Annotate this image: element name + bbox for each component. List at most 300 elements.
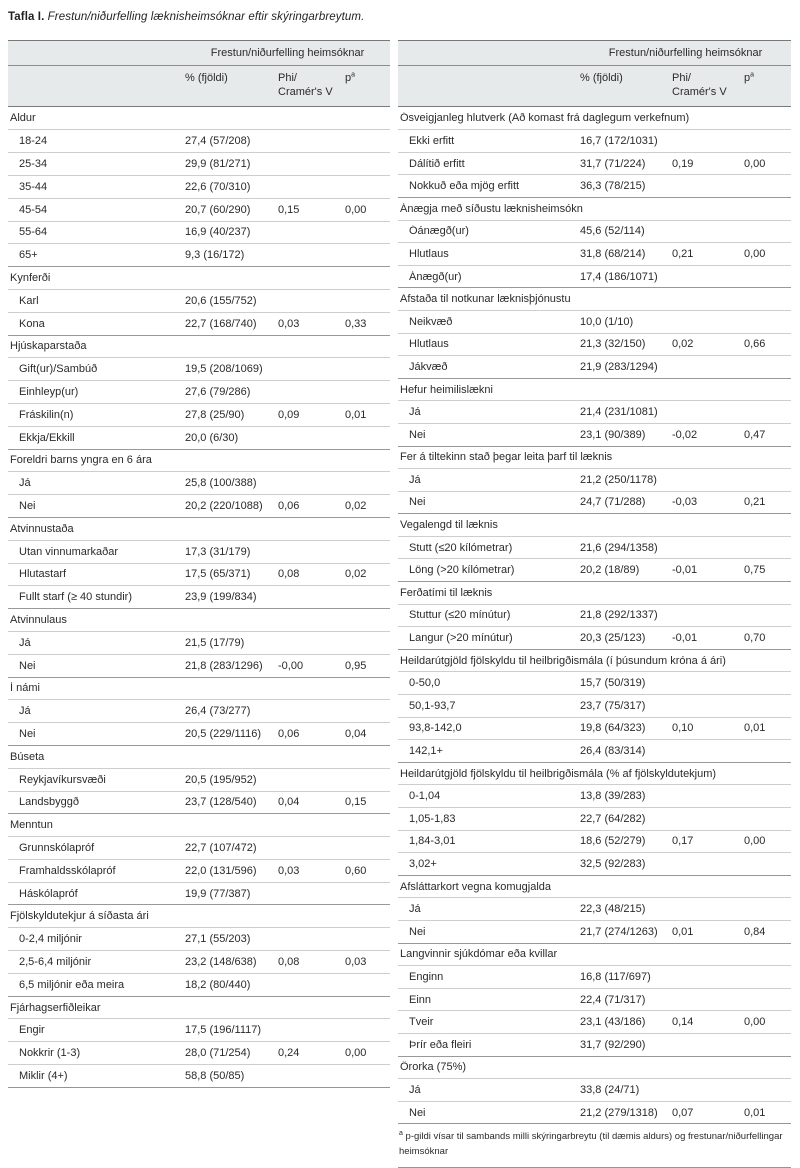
- table-row: [8, 973, 390, 996]
- table-title-number: Tafla I.: [8, 11, 45, 23]
- table-row: [8, 471, 390, 494]
- table-footnote: [398, 1124, 791, 1167]
- row-label: Hlutlaus: [409, 338, 449, 351]
- column-header-percent: % (fjöldi): [580, 72, 623, 84]
- cell-percent-count: 21,2 (279/1318): [580, 1106, 658, 1119]
- cell-p-value: 0,00: [744, 1016, 766, 1029]
- row-label: 142,1+: [409, 745, 443, 758]
- table-row: [398, 468, 791, 491]
- cell-p-value: 0,66: [744, 338, 766, 351]
- table-row: [398, 220, 791, 243]
- cell-p-value: 0,03: [345, 955, 367, 968]
- cell-percent-count: 18,2 (80/440): [185, 978, 251, 991]
- row-label: 18-24: [19, 135, 48, 148]
- cell-percent-count: 19,8 (64/323): [580, 722, 646, 735]
- table-row: [8, 1018, 390, 1041]
- cell-percent-count: 33,8 (24/71): [580, 1083, 640, 1096]
- row-label: Já: [409, 406, 421, 419]
- row-label: Fullt starf (≥ 40 stundir): [19, 591, 133, 604]
- table-row: [398, 965, 791, 988]
- cell-percent-count: 22,7 (168/740): [185, 317, 257, 330]
- row-label: 45-54: [19, 203, 48, 216]
- row-label: Ekkja/Ekkill: [19, 431, 75, 444]
- cell-percent-count: 22,6 (70/310): [185, 180, 251, 193]
- table-left-panel: [8, 40, 390, 1088]
- cell-percent-count: 25,8 (100/388): [185, 477, 257, 490]
- group-header-label: Afstaða til notkunar læknisþjónustu: [400, 293, 571, 306]
- cell-percent-count: 17,3 (31/179): [185, 545, 251, 558]
- cell-phi-cramers-v: 0,19: [672, 157, 694, 170]
- group-header-label: Fer á tiltekinn stað þegar leita þarf til læknis: [400, 451, 613, 464]
- cell-percent-count: 22,0 (131/596): [185, 864, 257, 877]
- table-row: [8, 1064, 390, 1087]
- table-row: [8, 654, 390, 677]
- cell-percent-count: 21,5 (17/79): [185, 636, 245, 649]
- row-label: Landsbyggð: [19, 796, 79, 809]
- row-label: Dálítið erfitt: [409, 157, 465, 170]
- cell-phi-cramers-v: 0,09: [278, 408, 300, 421]
- table-row: [398, 1033, 791, 1056]
- row-label: 0-50,0: [409, 677, 441, 690]
- group-header-row: [8, 266, 390, 289]
- row-label: Einn: [409, 993, 432, 1006]
- group-header-row: [398, 446, 791, 469]
- cell-percent-count: 23,7 (128/540): [185, 796, 257, 809]
- group-header-label: Atvinnustaða: [10, 522, 74, 535]
- row-label: Enginn: [409, 970, 444, 983]
- row-label: Hlutlaus: [409, 247, 449, 260]
- cell-percent-count: 31,7 (71/224): [580, 157, 646, 170]
- table-row: [398, 920, 791, 943]
- group-header-label: Fjárhagserfiðleikar: [10, 1001, 101, 1014]
- table-row: [8, 403, 390, 426]
- cell-percent-count: 58,8 (50/85): [185, 1069, 245, 1082]
- group-header-label: Fjölskyldutekjur á síðasta ári: [10, 910, 149, 923]
- row-label: Neikvæð: [409, 315, 453, 328]
- table-row: [398, 333, 791, 356]
- group-header-row: [398, 943, 791, 966]
- cell-percent-count: 15,7 (50/319): [580, 677, 646, 690]
- table-row: [8, 950, 390, 973]
- table-row: [398, 174, 791, 197]
- row-label: Tveir: [409, 1016, 434, 1029]
- row-label: 93,8-142,0: [409, 722, 462, 735]
- table-row: [398, 310, 791, 333]
- cell-percent-count: 23,1 (90/389): [580, 428, 646, 441]
- row-label: Já: [19, 477, 31, 490]
- group-header-label: Hefur heimilislækni: [400, 383, 493, 396]
- row-label: Nei: [19, 500, 36, 513]
- group-header-row: [8, 904, 390, 927]
- table-row: [8, 699, 390, 722]
- table-row: [398, 491, 791, 514]
- table-row: [398, 784, 791, 807]
- cell-percent-count: 20,2 (220/1088): [185, 500, 263, 513]
- cell-percent-count: 27,4 (57/208): [185, 135, 251, 148]
- table-row: [8, 175, 390, 198]
- table-row: [8, 563, 390, 586]
- group-header-row: [398, 197, 791, 220]
- table-row: [398, 626, 791, 649]
- cell-percent-count: 17,4 (186/1071): [580, 270, 658, 283]
- group-header-label: Örorka (75%): [400, 1061, 467, 1074]
- row-label: Stuttur (≤20 mínútur): [409, 609, 511, 622]
- group-header-row: [8, 745, 390, 768]
- group-header-label: Heildarútgjöld fjölskyldu til heilbrigðismála (% af fjölskyldutekjum): [400, 767, 717, 780]
- cell-percent-count: 20,6 (155/752): [185, 294, 257, 307]
- cell-percent-count: 9,3 (16/172): [185, 249, 245, 262]
- row-label: 2,5-6,4 miljónir: [19, 955, 92, 968]
- cell-percent-count: 32,5 (92/283): [580, 857, 646, 870]
- cell-percent-count: 21,9 (283/1294): [580, 360, 658, 373]
- footnote-marker: a: [399, 1130, 403, 1138]
- cell-percent-count: 23,9 (199/834): [185, 591, 257, 604]
- group-header-label: Heildarútgjöld fjölskyldu til heilbrigðismála (í þúsundum króna á ári): [400, 654, 726, 667]
- cell-phi-cramers-v: 0,02: [672, 338, 694, 351]
- row-label: Jákvæð: [409, 360, 448, 373]
- row-label: Miklir (4+): [19, 1069, 68, 1082]
- row-label: Nokkrir (1-3): [19, 1047, 81, 1060]
- cell-percent-count: 19,9 (77/387): [185, 887, 251, 900]
- cell-percent-count: 21,4 (231/1081): [580, 406, 658, 419]
- row-label: Nokkuð eða mjög erfitt: [409, 180, 520, 193]
- row-label: Grunnskólapróf: [19, 841, 95, 854]
- row-label: Nei: [409, 496, 426, 509]
- cell-p-value: 0,01: [744, 722, 766, 735]
- cell-percent-count: 27,1 (55/203): [185, 933, 251, 946]
- table-row: [8, 722, 390, 745]
- cell-phi-cramers-v: 0,15: [278, 203, 300, 216]
- table-row: [398, 536, 791, 559]
- header-span-label: Frestun/niðurfelling heimsóknar: [210, 47, 365, 59]
- cell-p-value: 0,00: [744, 247, 766, 260]
- cell-percent-count: 10,0 (1/10): [580, 315, 634, 328]
- row-label: Framhaldsskólapróf: [19, 864, 116, 877]
- row-label: Já: [19, 636, 31, 649]
- cell-phi-cramers-v: 0,17: [672, 835, 694, 848]
- cell-p-value: 0,00: [345, 1047, 367, 1060]
- row-label: Háskólapróf: [19, 887, 78, 900]
- cell-percent-count: 21,2 (250/1178): [580, 473, 657, 486]
- cell-percent-count: 20,5 (195/952): [185, 773, 257, 786]
- cell-percent-count: 26,4 (83/314): [580, 745, 646, 758]
- table-row: [8, 380, 390, 403]
- table-title-text: Frestun/niðurfelling læknisheimsóknar eftir skýringarbreytum.: [47, 11, 365, 23]
- cell-percent-count: 31,7 (92/290): [580, 1038, 646, 1051]
- cell-phi-cramers-v: 0,14: [672, 1016, 694, 1029]
- cell-percent-count: 31,8 (68/214): [580, 247, 646, 260]
- cell-phi-cramers-v: -0,01: [672, 564, 698, 577]
- table-row: [8, 289, 390, 312]
- cell-percent-count: 23,7 (75/317): [580, 699, 646, 712]
- cell-percent-count: 18,6 (52/279): [580, 835, 646, 848]
- table-row: [398, 1010, 791, 1033]
- row-label: Löng (>20 kílómetrar): [409, 564, 515, 577]
- table-row: [398, 152, 791, 175]
- row-label: Já: [409, 1083, 421, 1096]
- table-row: [398, 423, 791, 446]
- cell-percent-count: 20,3 (25/123): [580, 632, 646, 645]
- row-label: Ánægð(ur): [409, 270, 462, 283]
- group-header-row: [398, 378, 791, 401]
- table-row: [398, 604, 791, 627]
- table-row: [8, 152, 390, 175]
- table-row: [398, 807, 791, 830]
- cell-p-value: 0,21: [744, 496, 766, 509]
- row-label: 25-34: [19, 158, 48, 171]
- group-header-row: [398, 1056, 791, 1079]
- group-header-row: [8, 813, 390, 836]
- group-header-label: Aldur: [10, 111, 36, 124]
- row-label: Nei: [409, 925, 426, 938]
- group-header-row: [398, 762, 791, 785]
- cell-percent-count: 17,5 (65/371): [185, 568, 251, 581]
- table-row: [8, 768, 390, 791]
- table-row: [398, 355, 791, 378]
- cell-percent-count: 29,9 (81/271): [185, 158, 251, 171]
- cell-phi-cramers-v: -0,02: [672, 428, 698, 441]
- row-label: Nei: [19, 659, 36, 672]
- cell-p-value: 0,01: [345, 408, 367, 421]
- group-header-label: Langvinnir sjúkdómar eða kvillar: [400, 948, 558, 961]
- table-header-span-row: [8, 41, 390, 66]
- group-header-label: Vegalengd til læknis: [400, 519, 498, 532]
- table-row: [8, 882, 390, 905]
- row-label: Nei: [409, 428, 426, 441]
- cell-p-value: 0,95: [345, 659, 367, 672]
- group-header-row: [398, 513, 791, 536]
- group-header-row: [398, 107, 791, 130]
- table-row: [8, 494, 390, 517]
- table-row: [398, 897, 791, 920]
- row-label: 50,1-93,7: [409, 699, 456, 712]
- cell-phi-cramers-v: 0,10: [672, 722, 694, 735]
- group-header-row: [8, 517, 390, 540]
- table-row: [8, 312, 390, 335]
- row-label: Nei: [409, 1106, 426, 1119]
- table-row: [8, 243, 390, 266]
- cell-p-value: 0,04: [345, 728, 367, 740]
- cell-phi-cramers-v: 0,24: [278, 1047, 300, 1060]
- cell-percent-count: 20,2 (18/89): [580, 564, 640, 577]
- cell-phi-cramers-v: 0,06: [278, 500, 300, 513]
- row-label: 0-1,04: [409, 790, 441, 803]
- cell-phi-cramers-v: 0,04: [278, 796, 300, 809]
- table-row: [8, 836, 390, 859]
- cell-p-value: 0,33: [345, 317, 367, 330]
- cell-phi-cramers-v: 0,03: [278, 317, 300, 330]
- cell-percent-count: 22,4 (71/317): [580, 993, 646, 1006]
- column-header-p: $p^a$: [345, 71, 356, 84]
- row-label: Gift(ur)/Sambúð: [19, 363, 98, 376]
- cell-percent-count: 21,7 (274/1263): [580, 925, 658, 938]
- table-body: [8, 107, 390, 1088]
- row-label: Fráskilin(n): [19, 408, 74, 421]
- row-label: 35-44: [19, 180, 48, 193]
- group-header-row: [8, 107, 390, 130]
- cell-p-value: 0,75: [744, 564, 766, 577]
- table-row: [398, 830, 791, 853]
- row-label: Reykjavíkursvæði: [19, 773, 106, 786]
- cell-percent-count: 22,3 (48/215): [580, 903, 646, 916]
- group-header-row: [398, 649, 791, 672]
- cell-phi-cramers-v: -0,01: [672, 632, 698, 645]
- cell-percent-count: 21,6 (294/1358): [580, 541, 658, 554]
- cell-p-value: 0,02: [345, 500, 367, 513]
- column-header-phi: Phi/ Cramér's V: [672, 72, 727, 99]
- group-header-label: Kynferði: [10, 272, 51, 285]
- group-header-row: [8, 608, 390, 631]
- table-row: [398, 242, 791, 265]
- cell-phi-cramers-v: 0,08: [278, 568, 300, 581]
- row-label: Nei: [19, 728, 36, 740]
- cell-phi-cramers-v: -0,00: [278, 659, 304, 672]
- column-header-percent: % (fjöldi): [185, 72, 228, 84]
- cell-percent-count: 17,5 (196/1117): [185, 1024, 262, 1037]
- group-header-label: Foreldri barns yngra en 6 ára: [10, 454, 152, 467]
- header-span-label: Frestun/niðurfelling heimsóknar: [608, 47, 763, 59]
- table-right-panel: [398, 40, 791, 1168]
- row-label: 3,02+: [409, 857, 437, 870]
- row-label: 65+: [19, 249, 38, 262]
- cell-percent-count: 22,7 (64/282): [580, 812, 646, 825]
- group-header-label: Í námi: [10, 682, 40, 695]
- row-label: Hlutastarf: [19, 568, 67, 581]
- cell-percent-count: 20,7 (60/290): [185, 203, 251, 216]
- group-header-row: [398, 581, 791, 604]
- cell-percent-count: 23,1 (43/186): [580, 1016, 646, 1029]
- cell-p-value: 0,02: [345, 568, 367, 581]
- table-row: [8, 198, 390, 221]
- table-row: [8, 927, 390, 950]
- table-row: [398, 1078, 791, 1101]
- cell-phi-cramers-v: 0,01: [672, 925, 694, 938]
- cell-p-value: 0,84: [744, 925, 766, 938]
- table-row: [398, 852, 791, 875]
- row-label: 1,84-3,01: [409, 835, 456, 848]
- cell-percent-count: 45,6 (52/114): [580, 225, 645, 238]
- table-row: [398, 265, 791, 288]
- group-header-label: Atvinnulaus: [10, 614, 67, 627]
- group-header-label: Afsláttarkort vegna komugjalda: [400, 880, 552, 893]
- cell-phi-cramers-v: 0,21: [672, 247, 694, 260]
- cell-phi-cramers-v: -0,03: [672, 496, 698, 509]
- row-label: Kona: [19, 317, 45, 330]
- group-header-row: [398, 875, 791, 898]
- row-label: Já: [409, 903, 421, 916]
- group-header-row: [8, 996, 390, 1019]
- table-title: [8, 11, 364, 23]
- table-row: [398, 739, 791, 762]
- group-header-label: Búseta: [10, 750, 45, 763]
- cell-phi-cramers-v: 0,08: [278, 955, 300, 968]
- row-label: Óánægð(ur): [409, 225, 469, 238]
- table-row: [8, 129, 390, 152]
- table-header-columns-row: [398, 66, 791, 106]
- table-row: [398, 558, 791, 581]
- table-row: [398, 400, 791, 423]
- group-header-row: [8, 449, 390, 472]
- group-header-label: Ánægja með síðustu læknisheimsókn: [400, 202, 583, 215]
- table-row: [398, 988, 791, 1011]
- cell-percent-count: 28,0 (71/254): [185, 1047, 251, 1060]
- cell-p-value: 0,60: [345, 864, 367, 877]
- table-row: [8, 631, 390, 654]
- row-label: Já: [19, 705, 31, 718]
- table-row: [398, 694, 791, 717]
- cell-percent-count: 13,8 (39/283): [580, 790, 646, 803]
- row-label: Engir: [19, 1024, 45, 1037]
- cell-p-value: 0,01: [744, 1106, 766, 1119]
- cell-percent-count: 27,8 (25/90): [185, 408, 245, 421]
- table-row: [398, 671, 791, 694]
- group-header-row: [398, 287, 791, 310]
- cell-percent-count: 16,9 (40/237): [185, 226, 251, 239]
- row-label: Ekki erfitt: [409, 134, 455, 147]
- cell-percent-count: 27,6 (79/286): [185, 386, 251, 399]
- table-row: [8, 859, 390, 882]
- group-header-row: [8, 677, 390, 700]
- cell-percent-count: 20,0 (6/30): [185, 431, 239, 444]
- row-label: Einhleyp(ur): [19, 386, 79, 399]
- cell-p-value: 0,00: [744, 835, 766, 848]
- group-header-row: [8, 335, 390, 358]
- cell-phi-cramers-v: 0,03: [278, 864, 300, 877]
- cell-percent-count: 21,8 (292/1337): [580, 609, 658, 622]
- row-label: Já: [409, 473, 421, 486]
- cell-percent-count: 21,3 (32/150): [580, 338, 646, 351]
- cell-percent-count: 26,4 (73/277): [185, 705, 251, 718]
- table-header-span-row: [398, 41, 791, 66]
- footnote-text: p-gildi vísar til sambands milli skýringarbreytu (til dæmis aldurs) og frestunar/niðurfellingar heimsóknar: [399, 1131, 783, 1158]
- table-row: [8, 426, 390, 449]
- table-row: [8, 791, 390, 814]
- row-label: 55-64: [19, 226, 48, 239]
- cell-percent-count: 24,7 (71/288): [580, 496, 646, 509]
- cell-percent-count: 20,5 (229/1116): [185, 728, 262, 740]
- table-header: [8, 40, 390, 107]
- table-body: [398, 107, 791, 1125]
- table-header-columns-row: [8, 66, 390, 106]
- row-label: Stutt (≤20 kílómetrar): [409, 541, 513, 554]
- table-row: [398, 129, 791, 152]
- cell-phi-cramers-v: 0,07: [672, 1106, 694, 1119]
- cell-percent-count: 23,2 (148/638): [185, 955, 257, 968]
- group-header-label: Ósveigjanleg hlutverk (Að komast frá daglegum verkefnum): [400, 111, 690, 124]
- table-row: [8, 1041, 390, 1064]
- cell-percent-count: 16,8 (117/697): [580, 970, 651, 983]
- cell-p-value: 0,47: [744, 428, 766, 441]
- row-label: 6,5 miljónir eða meira: [19, 978, 125, 991]
- table-row: [398, 1101, 791, 1124]
- cell-phi-cramers-v: 0,06: [278, 728, 300, 740]
- group-header-label: Hjúskaparstaða: [10, 340, 87, 353]
- table-row: [398, 717, 791, 740]
- table-row: [8, 585, 390, 608]
- table-row: [8, 540, 390, 563]
- table-row: [8, 357, 390, 380]
- group-header-label: Menntun: [10, 819, 53, 832]
- table-row: [8, 221, 390, 244]
- row-label: Utan vinnumarkaðar: [19, 545, 119, 558]
- cell-p-value: 0,15: [345, 796, 367, 809]
- group-header-label: Ferðatími til læknis: [400, 586, 493, 599]
- cell-p-value: 0,00: [345, 203, 367, 216]
- column-header-phi: Phi/ Cramér's V: [278, 72, 333, 99]
- cell-percent-count: 36,3 (78/215): [580, 180, 646, 193]
- cell-percent-count: 22,7 (107/472): [185, 841, 257, 854]
- cell-percent-count: 21,8 (283/1296): [185, 659, 263, 672]
